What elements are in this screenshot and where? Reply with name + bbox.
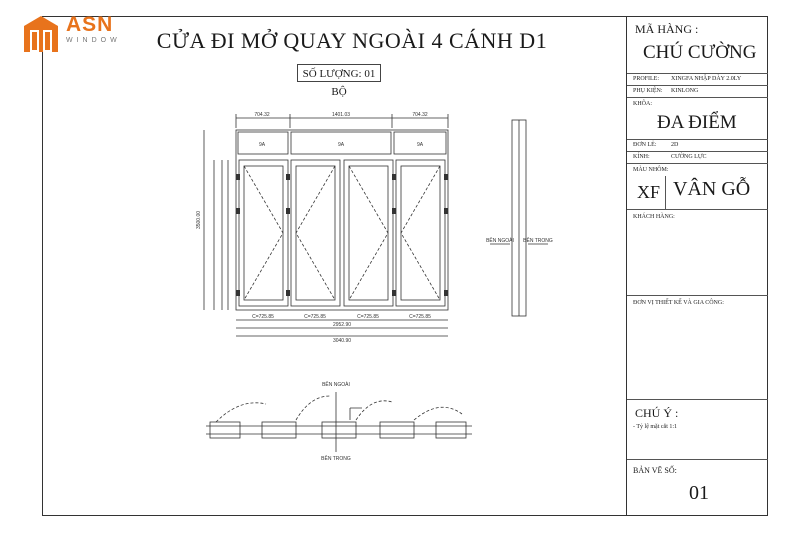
note-label: CHÚ Ý : <box>635 406 679 420</box>
overall-height: 3500.00 <box>196 210 202 230</box>
unit-row <box>627 140 768 152</box>
profile-label: PROFILE: <box>633 76 660 82</box>
glass-row <box>627 152 768 164</box>
location-label: KHÔA: <box>633 101 652 107</box>
leaf-2 <box>291 160 340 306</box>
designer-row <box>627 296 768 400</box>
plan-inside-label: BÊN TRONG <box>321 456 351 462</box>
accessory-value: KINLONG <box>671 88 699 94</box>
dim-top-left: 704.32 <box>254 112 270 118</box>
title-block <box>626 16 768 516</box>
logo-subtitle: WINDOW <box>66 37 121 44</box>
drawing-number-row <box>627 460 768 516</box>
note-value: - Tỷ lệ mặt cắt 1:1 <box>633 424 678 430</box>
quantity-box: SỐ LƯỢNG: 01 BỘ <box>297 64 381 82</box>
inner-total-width: 2952.90 <box>332 322 352 328</box>
color-row <box>627 164 768 210</box>
door-outer-frame <box>236 130 448 310</box>
color-code: XF <box>637 182 661 202</box>
customer-row <box>627 210 768 296</box>
transom-middle-label: 9A <box>337 142 345 148</box>
glass-value: CƯỜNG LỰC <box>671 154 707 160</box>
transom-left-label: 9A <box>258 142 266 148</box>
overall-width: 3040.90 <box>332 338 352 344</box>
accessory-row <box>627 86 768 98</box>
designer-label: ĐƠN VỊ THIẾT KẾ VÀ GIA CÔNG: <box>633 300 724 306</box>
unit-label: ĐƠN LẺ: <box>633 142 657 148</box>
leaf-4-width: C=725.85 <box>409 314 431 320</box>
accessory-label: PHỤ KIỆN: <box>633 88 663 94</box>
glass-label: KÍNH: <box>633 154 650 160</box>
leaf-4 <box>396 160 445 306</box>
plan-outside-label: BÊN NGOÀI <box>322 382 350 388</box>
profile-row <box>627 74 768 86</box>
drawing-number-value: 01 <box>689 482 709 504</box>
drawing-title: CỬA ĐI MỞ QUAY NGOÀI 4 CÁNH D1 <box>156 28 548 53</box>
leaf-1 <box>239 160 288 306</box>
leaf-3-width: C=725.85 <box>357 314 379 320</box>
product-code-value: CHÚ CƯỜNG <box>643 42 757 63</box>
note-row <box>627 400 768 460</box>
dim-top-middle: 1401.03 <box>331 112 351 118</box>
dim-top-right: 704.32 <box>412 112 428 118</box>
customer-label: KHÁCH HÀNG: <box>633 214 675 220</box>
color-label: MÀU NHÔM: <box>633 167 669 173</box>
side-left-label: BÊN NGOÀI <box>486 238 514 244</box>
logo-name: ASN <box>66 13 114 36</box>
location-value: ĐA ĐIỂM <box>657 112 737 133</box>
side-right-label: BÊN TRONG <box>523 238 553 244</box>
product-code-row <box>627 16 768 74</box>
leaf-3 <box>344 160 393 306</box>
leaf-1-width: C=725.85 <box>252 314 274 320</box>
location-row <box>627 98 768 140</box>
profile-value: XINGFA NHẬP DÀY 2.0LY <box>671 76 742 82</box>
unit-value: 2D <box>671 142 679 148</box>
leaf-2-width: C=725.85 <box>304 314 326 320</box>
product-code-label: MÃ HÀNG : <box>635 22 699 36</box>
color-value: VÂN GỖ <box>673 178 751 200</box>
transom-right-label: 9A <box>416 142 424 148</box>
drawing-number-label: BẢN VẼ SỐ: <box>633 466 677 475</box>
